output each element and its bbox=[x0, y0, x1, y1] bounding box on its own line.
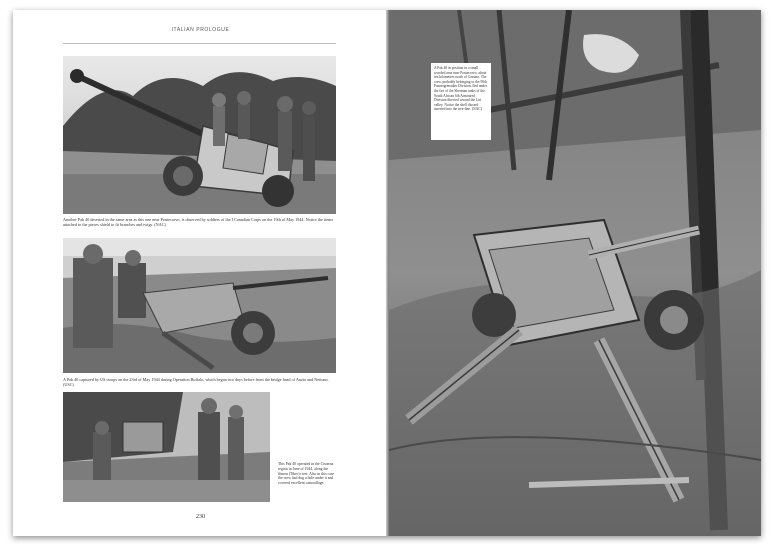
caption-photo-2: A Pak 40 captured by US troops on the 23rd of May 1944 during Operation Buffalo, which began two days before from the bridge head of Anzio and Nettuno. (USC) bbox=[63, 377, 329, 388]
running-head: ITALIAN PROLOGUE bbox=[171, 27, 230, 33]
inset-caption: A Pak 40 in position in a small wooded area near Pontecorvo, about ten kilometres north of Cassino. The crew, probably belonging to the 90th Panzergrenadier Division, fled under the fire of the Sherman tanks of the South African 6th Armoured Division directed toward the Liri valley. Notice the shell discard inserted into the tree-line. (NAC) bbox=[431, 63, 491, 140]
page-number: 230 bbox=[196, 514, 205, 520]
photo-pak40-inspection bbox=[63, 392, 270, 502]
photo-pak40-captured bbox=[63, 238, 336, 373]
header-rule bbox=[63, 43, 336, 44]
caption-photo-1: Another Pak 40 deserted in the same area as this one near Pontecorvo, is observed by soldiers of the I Canadian Corps on the 19th of May 1944. Notice the items attached to the pieces shield to fit branches and twigs. (NAC) bbox=[63, 217, 334, 228]
left-page bbox=[13, 10, 388, 536]
photo-pak40-portee bbox=[63, 56, 336, 214]
caption-photo-3: This Pak 40 operated in the Cisterna region in June of 1944, along the Simon (Tiber) river. Also in this case the crew had dug a hole under it and covered excellent camouflage. bbox=[278, 462, 335, 486]
right-page bbox=[389, 10, 761, 536]
